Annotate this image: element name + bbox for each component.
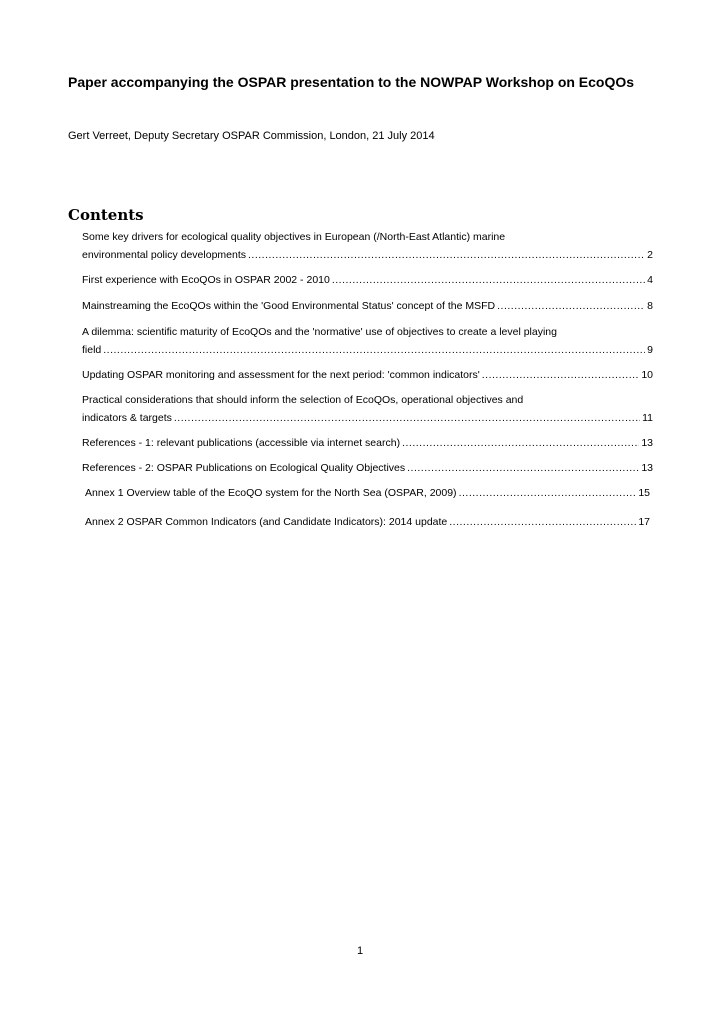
author-line: Gert Verreet, Deputy Secretary OSPAR Commission, London, 21 July 2014 — [68, 130, 435, 142]
toc-page-number: 4 — [647, 274, 653, 286]
toc-entry-annex-1[interactable] — [85, 484, 650, 502]
toc-page-number: 11 — [642, 412, 653, 424]
toc-entry-text-line1: A dilemma: scientific maturity of EcoQOs and the 'normative' use of objectives to create a level playing — [82, 326, 557, 338]
toc-entry-text: Annex 1 Overview table of the EcoQO system for the North Sea (OSPAR, 2009) — [85, 487, 457, 499]
toc-entry-text-line1: Practical considerations that should inform the selection of EcoQOs, operational objectives and — [82, 394, 524, 406]
toc-dot-leader — [332, 271, 645, 289]
toc-entry-text-line1: Some key drivers for ecological quality objectives in European (/North-East Atlantic) marine — [82, 231, 506, 243]
toc-dot-leader — [459, 484, 637, 502]
toc-entry-text: field — [82, 344, 102, 356]
toc-entry-practical-considerations[interactable] — [82, 391, 653, 427]
toc-page-number: 13 — [641, 437, 653, 449]
toc-page-number: 2 — [647, 249, 653, 261]
toc-page-number: 8 — [647, 300, 653, 312]
toc-entry-text: First experience with EcoQOs in OSPAR 2002 - 2010 — [82, 274, 330, 286]
contents-heading: Contents — [68, 206, 144, 224]
toc-entry-references-1[interactable] — [82, 434, 653, 452]
toc-entry-key-drivers[interactable] — [82, 228, 653, 264]
toc-entry-mainstreaming[interactable] — [82, 297, 653, 315]
toc-dot-leader — [497, 297, 645, 315]
toc-entry-references-2[interactable] — [82, 459, 653, 477]
toc-entry-text: References - 2: OSPAR Publications on Ecological Quality Objectives — [82, 462, 406, 474]
toc-entry-text: Mainstreaming the EcoQOs within the 'Good Environmental Status' concept of the MSFD — [82, 300, 496, 312]
toc-dot-leader — [482, 366, 640, 384]
toc-entry-first-experience[interactable] — [82, 271, 653, 289]
toc-entry-annex-2[interactable] — [85, 513, 650, 531]
toc-entry-updating-monitoring[interactable] — [82, 366, 653, 384]
toc-entry-text: indicators & targets — [82, 412, 172, 424]
toc-dot-leader — [449, 513, 636, 531]
toc-page-number: 10 — [641, 369, 653, 381]
document-title: Paper accompanying the OSPAR presentation to the NOWPAP Workshop on EcoQOs — [68, 74, 635, 90]
toc-dot-leader — [174, 409, 640, 427]
toc-entry-text: Updating OSPAR monitoring and assessment for the next period: 'common indicators' — [82, 369, 480, 381]
toc-dot-leader — [103, 341, 645, 359]
toc-entry-text: References - 1: relevant publications (accessible via internet search) — [82, 437, 401, 449]
toc-dot-leader — [248, 246, 645, 264]
toc-dot-leader — [402, 434, 639, 452]
toc-page-number: 17 — [638, 516, 650, 528]
toc-page-number: 13 — [641, 462, 653, 474]
toc-entry-text: environmental policy developments — [82, 249, 247, 261]
toc-entry-dilemma[interactable] — [82, 323, 653, 359]
page-number: 1 — [356, 945, 364, 957]
toc-page-number: 9 — [647, 344, 653, 356]
toc-dot-leader — [407, 459, 639, 477]
toc-page-number: 15 — [638, 487, 650, 499]
toc-entry-text: Annex 2 OSPAR Common Indicators (and Candidate Indicators): 2014 update — [85, 516, 448, 528]
